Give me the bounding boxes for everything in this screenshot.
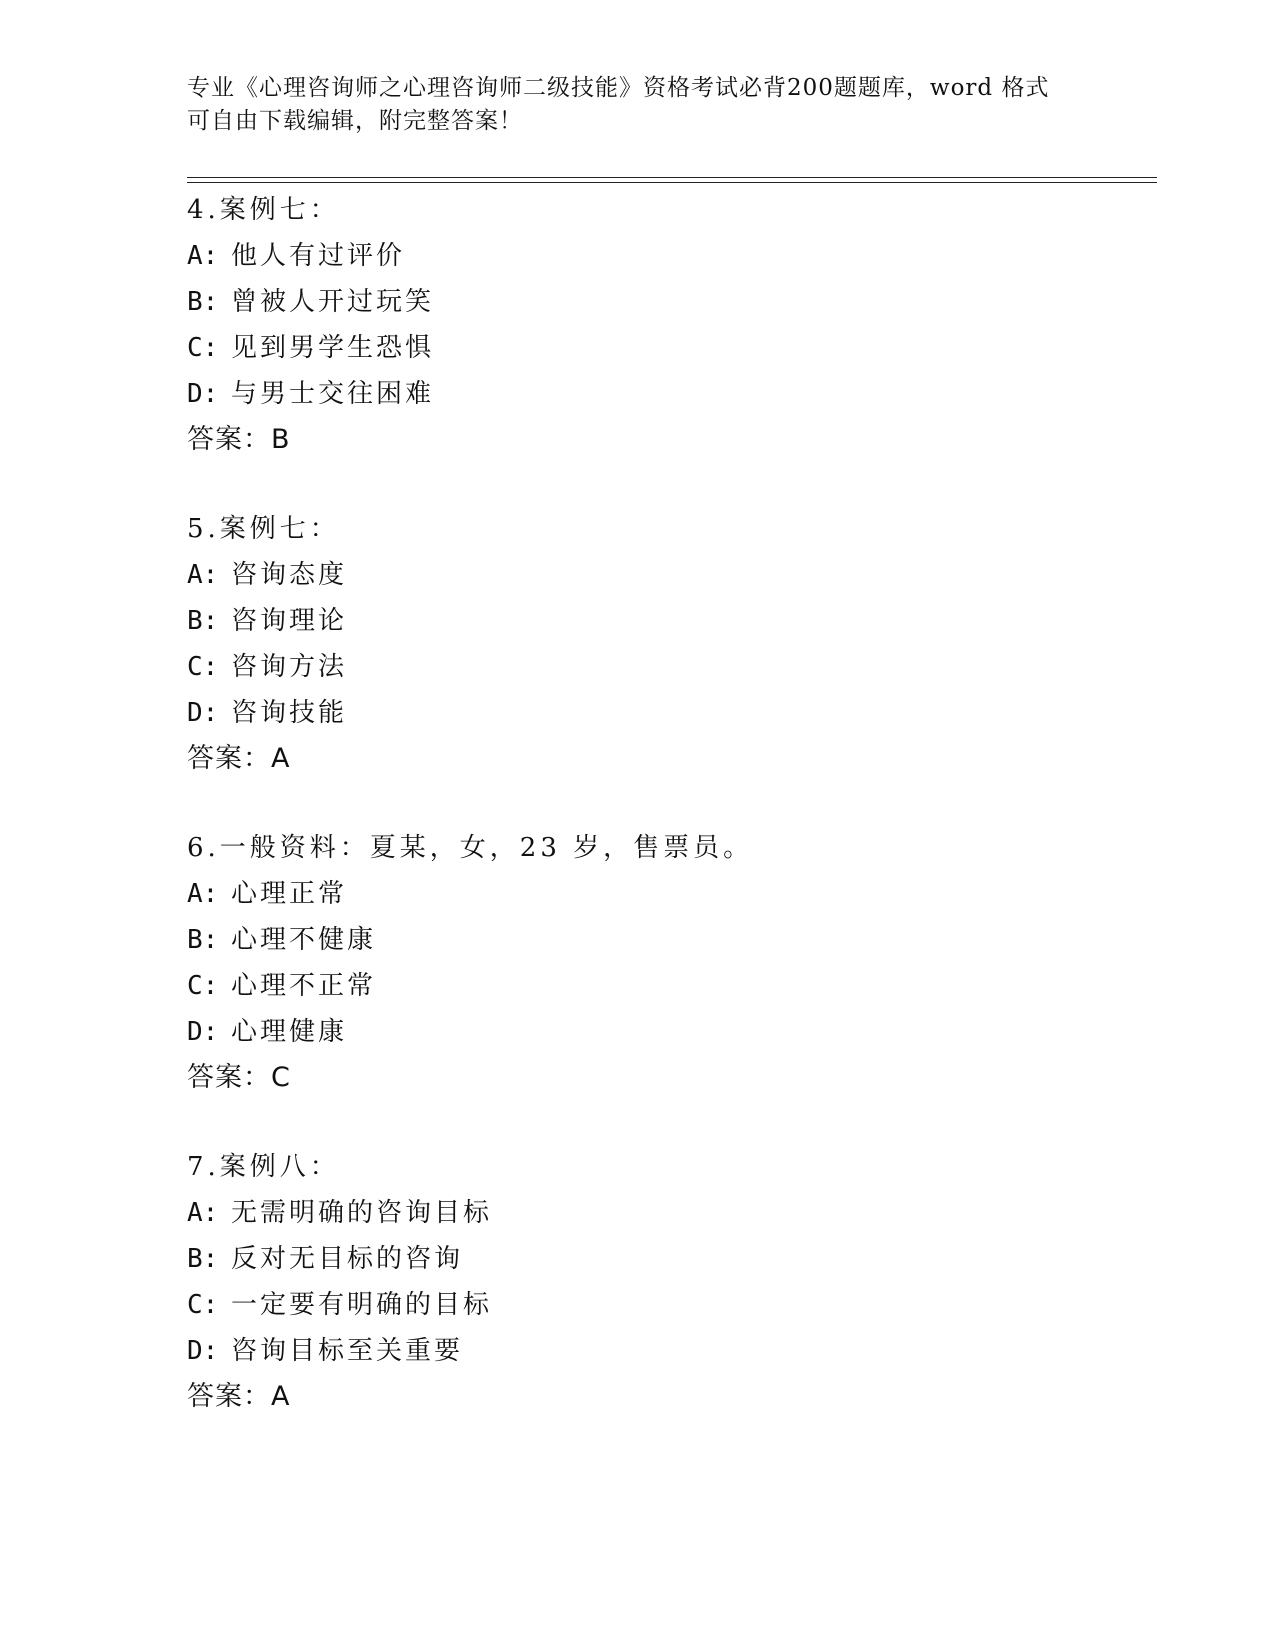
option-letter: C: [187, 652, 219, 682]
header-line-2: 可自由下载编辑，附完整答案！ [187, 108, 523, 134]
option-letter: D: [187, 698, 219, 728]
option-text: 咨询技能 [231, 698, 348, 728]
question-block [187, 506, 1087, 782]
option-letter: A: [187, 1198, 219, 1228]
option-c [187, 963, 1087, 1009]
option-letter: B: [187, 606, 219, 636]
option-letter: A: [187, 241, 219, 271]
option-text: 心理正常 [231, 879, 348, 909]
option-letter: A: [187, 560, 219, 590]
question-block [187, 1144, 1087, 1420]
option-d [187, 690, 1087, 736]
option-text: 心理健康 [231, 1017, 348, 1047]
option-text: 一定要有明确的目标 [231, 1290, 493, 1320]
question-stem: 4.案例七： [187, 195, 340, 225]
option-text: 与男士交往困难 [231, 379, 435, 409]
question-block [187, 825, 1087, 1101]
option-d [187, 1009, 1087, 1055]
option-text: 咨询理论 [231, 606, 348, 636]
option-text: 他人有过评价 [231, 241, 406, 271]
option-text: 咨询态度 [231, 560, 348, 590]
option-c [187, 644, 1087, 690]
option-letter: D: [187, 379, 219, 409]
option-letter: D: [187, 1017, 219, 1047]
option-text: 咨询目标至关重要 [231, 1336, 464, 1366]
option-a [187, 1190, 1087, 1236]
option-text: 曾被人开过玩笑 [231, 287, 435, 317]
option-text: 咨询方法 [231, 652, 348, 682]
answer-line: 答案：A [187, 1381, 291, 1412]
option-c [187, 325, 1087, 371]
question-stem: 7.案例八： [187, 1152, 340, 1182]
option-text: 心理不健康 [231, 925, 377, 955]
option-letter: C: [187, 971, 219, 1001]
header-rule-bottom [187, 182, 1157, 183]
answer-line: 答案：C [187, 1062, 291, 1093]
option-letter: B: [187, 287, 219, 317]
option-b [187, 1236, 1087, 1282]
option-a [187, 233, 1087, 279]
option-text: 心理不正常 [231, 971, 377, 1001]
option-a [187, 871, 1087, 917]
question-stem: 5.案例七： [187, 514, 340, 544]
option-letter: C: [187, 333, 219, 363]
question-block [187, 187, 1087, 463]
answer-line: 答案：A [187, 743, 291, 774]
header-line-1: 专业《心理咨询师之心理咨询师二级技能》资格考试必背200题题库，word 格式 [187, 75, 1050, 101]
option-text: 反对无目标的咨询 [231, 1244, 464, 1274]
option-text: 无需明确的咨询目标 [231, 1198, 493, 1228]
option-d [187, 371, 1087, 417]
option-letter: D: [187, 1336, 219, 1366]
option-letter: B: [187, 925, 219, 955]
header-rule-top [187, 177, 1157, 178]
option-text: 见到男学生恐惧 [231, 333, 435, 363]
option-letter: B: [187, 1244, 219, 1274]
option-b [187, 917, 1087, 963]
option-b [187, 598, 1087, 644]
option-b [187, 279, 1087, 325]
option-a [187, 552, 1087, 598]
option-letter: C: [187, 1290, 219, 1320]
document-header [187, 72, 1087, 138]
option-d [187, 1328, 1087, 1374]
answer-line: 答案：B [187, 424, 291, 455]
option-letter: A: [187, 879, 219, 909]
option-c [187, 1282, 1087, 1328]
question-stem: 6.一般资料：夏某，女，23 岁，售票员。 [187, 833, 754, 863]
